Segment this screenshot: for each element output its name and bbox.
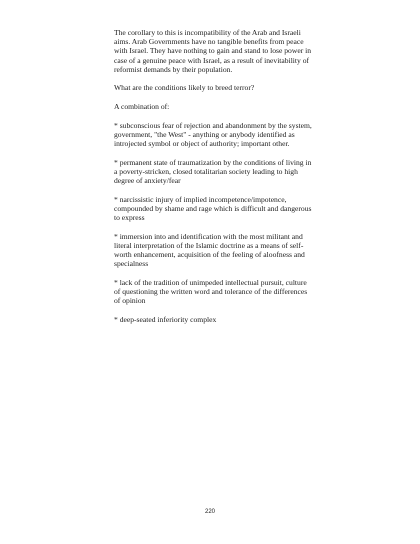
paragraph-corollary: The corollary to this is incompatibility of the Arab and Israeli aims. Arab Governments have no tangible benefits from peace with Israel. They have nothing to gain and stand to lose power in case of a genuine peace with Israel, as a result of inevitability of reformist demands by their population. <box>114 28 312 74</box>
list-item-traumatization: * permanent state of traumatization by the conditions of living in a poverty-stricken, closed totalitarian society leading to high degree of anxiety/fear <box>114 157 312 185</box>
list-item-immersion: * immersion into and identification with the most militant and literal interpretation of the Islamic doctrine as a means of self-worth enhancement, acquisition of the feeling of aloofness and specialness <box>114 231 305 269</box>
list-item-inferiority-complex: * deep-seated inferiority complex <box>114 314 217 324</box>
list-item-fear-of-rejection: * subconscious fear of rejection and abandonment by the system, government, "the West" - anything or anybody identified as introjected symbol or object of authority; important other. <box>114 120 312 148</box>
page-body <box>114 28 314 333</box>
list-item-lack-of-tradition: * lack of the tradition of unimpeded intellectual pursuit, culture of questioning the written word and tolerance of the differences of opinion <box>114 277 308 306</box>
paragraph-question: What are the conditions likely to breed terror? <box>114 83 255 93</box>
list-item-narcissistic-injury: * narcissistic injury of implied incompetence/impotence, compounded by shame and rage which is difficult and dangerous to express <box>114 194 312 222</box>
paragraph-combination: A combination of: <box>114 102 170 111</box>
page-number: 220 <box>204 509 215 515</box>
